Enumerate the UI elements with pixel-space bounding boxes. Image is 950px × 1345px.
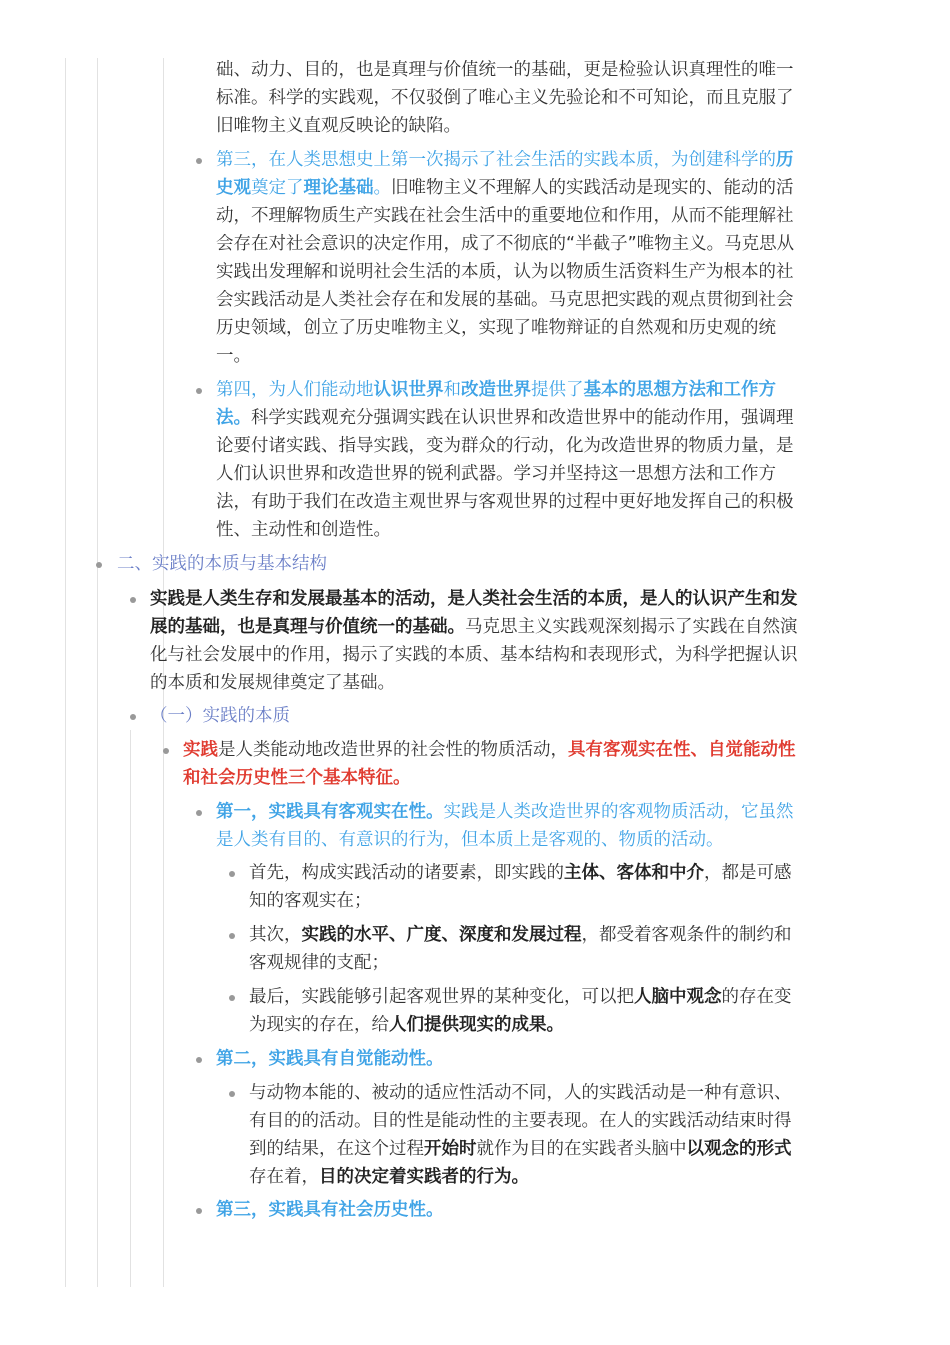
paragraph-practice-definition: 实践是人类能动地改造世界的社会性的物质活动，具有客观实在性、自觉能动性和社会历史性三个基本特征。: [183, 740, 796, 788]
bullet-dot: [229, 871, 235, 877]
list-item-conscious-agency: 第二，实践具有自觉能动性。: [216, 1049, 444, 1069]
list-item-first: 首先，构成实践活动的诸要素，即实践的主体、客体和中介，都是可感知的客观实在；: [249, 863, 792, 911]
paragraph-practice-intro: 实践是人类生存和发展最基本的活动，是人类社会生活的本质，是人的认识产生和发展的基础，也是真理与价值统一的基础。马克思主义实践观深刻揭示了实践在自然演化与社会发展中的作用，揭示了实践的本质、基本结构和表现形式，为科学把握认识的本质和发展规律奠定了基础。: [150, 589, 798, 693]
list-item-social-history: 第三，实践具有社会历史性。: [216, 1200, 444, 1220]
paragraph-continuation: 础、动力、目的，也是真理与价值统一的基础，更是检验认识真理性的唯一标准。科学的实践观，不仅驳倒了唯心主义先验论和不可知论，而且克服了旧唯物主义直观反映论的缺陷。: [216, 60, 794, 136]
bullet-dot: [229, 933, 235, 939]
bullet-dot: [130, 597, 136, 603]
indent-guide-3: [130, 730, 131, 1287]
subsection-heading: （一）实践的本质: [150, 706, 290, 726]
list-item-last: 最后，实践能够引起客观世界的某种变化，可以把人脑中观念的存在变为现实的存在，给人们提供现实的成果。: [249, 987, 792, 1035]
bullet-dot: [130, 714, 136, 720]
list-item-fourth-point: 第四，为人们能动地认识世界和改造世界提供了基本的思想方法和工作方法。科学实践观充分强调实践在认识世界和改造世界中的能动作用，强调理论要付诸实践、指导实践，变为群众的行动，化为改造世界的物质力量，是人们认识世界和改造世界的锐利武器。学习并坚持这一思想方法和工作方法，有助于我们在改造主观世界与客观世界的过程中更好地发挥自己的积极性、主动性和创造性。: [216, 380, 794, 540]
bullet-dot: [196, 1057, 202, 1063]
indent-guide-1: [65, 58, 66, 1287]
bullet-dot: [196, 158, 202, 164]
indent-guide-2: [97, 58, 98, 1287]
bullet-dot: [196, 388, 202, 394]
bullet-dot: [229, 1091, 235, 1097]
bullet-dot: [96, 562, 102, 568]
bullet-dot: [163, 748, 169, 754]
bullet-dot: [196, 1208, 202, 1214]
list-item-second: 其次，实践的水平、广度、深度和发展过程，都受着客观条件的制约和客观规律的支配；: [249, 925, 792, 973]
section-heading: 二、实践的本质与基本结构: [117, 554, 327, 574]
bullet-dot: [196, 810, 202, 816]
bullet-dot: [229, 995, 235, 1001]
list-item-third-point: 第三，在人类思想史上第一次揭示了社会生活的实践本质，为创建科学的历史观奠定了理论基础。旧唯物主义不理解人的实践活动是现实的、能动的活动，不理解物质生产实践在社会生活中的重要地位和作用，从而不能理解社会存在对社会意识的决定作用，成了不彻底的“半截子”唯物主义。马克思从实践出发理解和说明社会生活的本质，认为以物质生活资料生产为根本的社会实践活动是人类社会存在和发展的基础。马克思把实践的观点贯彻到社会历史领域，创立了历史唯物主义，实现了唯物辩证的自然观和历史观的统一。: [216, 150, 795, 366]
list-item-objective-reality: 第一，实践具有客观实在性。实践是人类改造世界的客观物质活动，它虽然是人类有目的、有意识的行为，但本质上是客观的、物质的活动。: [216, 802, 794, 850]
list-item-purpose: 与动物本能的、被动的适应性活动不同，人的实践活动是一种有意识、有目的的活动。目的性是能动性的主要表现。在人的实践活动结束时得到的结果，在这个过程开始时就作为目的在实践者头脑中以观念的形式存在着，目的决定着实践者的行为。: [249, 1083, 792, 1187]
